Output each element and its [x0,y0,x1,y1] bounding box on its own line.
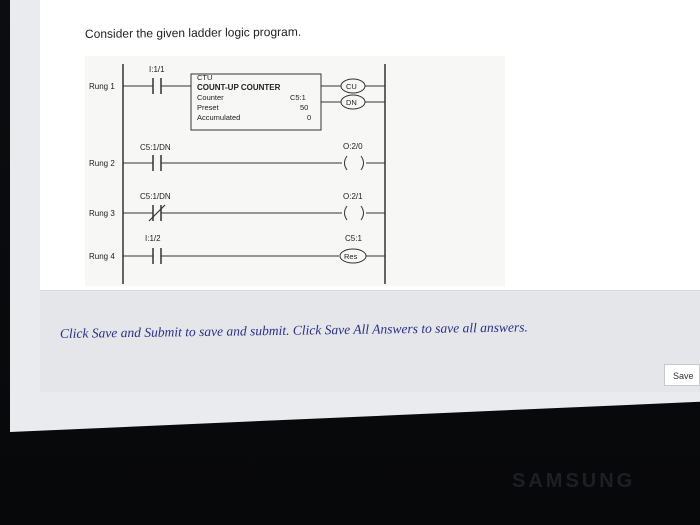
ctu-accumulated-value: 0 [307,113,312,122]
coil-icon [341,79,385,93]
rung-label: Rung 1 [89,82,115,91]
ctu-header: CTU [197,73,213,82]
coil-icon [341,95,385,109]
coil-icon [340,249,385,263]
ctu-counter-label: Counter [197,93,224,102]
rung-label: Rung 4 [89,252,115,261]
nc-contact-icon [123,205,342,221]
save-button[interactable]: Save [664,364,700,386]
contact-address: C5:1/DN [140,143,171,152]
no-contact-icon [123,248,339,264]
monitor-brand-logo: SAMSUNG [512,470,636,492]
no-contact-icon [145,78,185,94]
coil-icon [345,206,386,220]
no-contact-icon [123,155,342,171]
contact-address: I:1/1 [149,65,165,74]
contact-address: C5:1/DN [140,192,171,201]
coil-dn-label: DN [346,98,357,107]
contact-address: I:1/2 [145,234,161,243]
save-instructions: Click Save and Submit to save and submit. Click Save All Answers to save all answers. [59,319,528,341]
output-address: O:2/1 [343,192,363,201]
ctu-preset-label: Preset [197,103,219,112]
ctu-counter-value: C5:1 [290,93,306,102]
ctu-title: COUNT-UP COUNTER [197,83,281,92]
ctu-preset-value: 50 [300,103,309,112]
rung-label: Rung 2 [89,159,115,168]
ctu-accumulated-label: Accumulated [197,113,241,122]
question-prompt: Consider the given ladder logic program. [84,24,302,41]
output-address: O:2/0 [343,142,363,151]
ctu-block [185,73,321,130]
coil-icon [345,156,386,170]
coil-res-label: Res [344,252,358,261]
ladder-diagram-image [85,56,505,286]
rung-label: Rung 3 [89,209,115,218]
footer-bar [40,292,700,392]
output-address: C5:1 [345,234,362,243]
coil-cu-label: CU [346,82,357,91]
ladder-diagram [85,56,505,286]
